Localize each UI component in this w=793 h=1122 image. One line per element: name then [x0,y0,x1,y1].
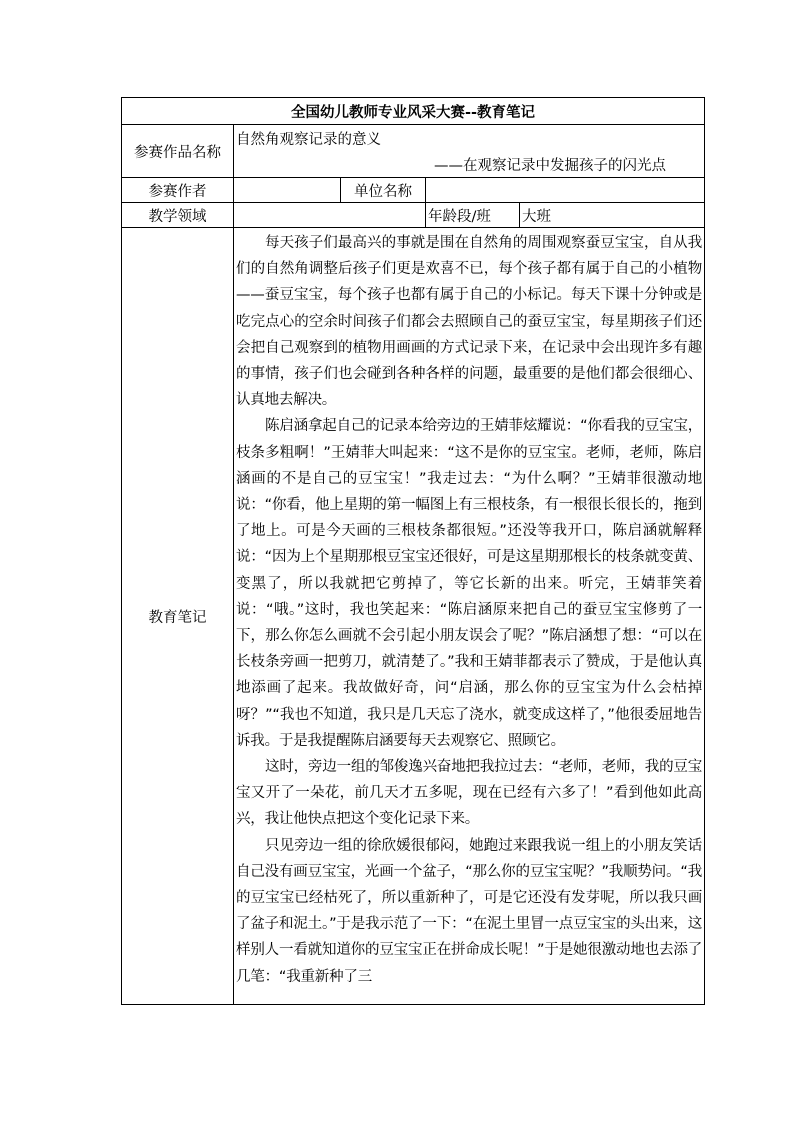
author-value [234,178,341,203]
grade-label: 年龄段/班 [426,203,520,228]
notes-paragraph: 陈启涵拿起自己的记录本给旁边的王婧菲炫耀说：“你看我的豆宝宝，枝条多粗啊！”王婧菲大叫起来：“这不是你的豆宝宝。老师，老师，陈启涵画的不是自己的豆宝宝！”我走过去：“为什么啊？”王婧菲很激动地说：“你看，他上星期的第一幅图上有三根枝条，有一根很长很长的，拖到了地上。可是今天画的三根枝条都很短。”还没等我开口，陈启涵就解释说：“因为上个星期那根豆宝宝还很好，可是这星期那根长的枝条就变黄、变黑了，所以我就把它剪掉了，等它长新的出来。听完，王婧菲笑着说：“哦。”这时，我也笑起来：“陈启涵原来把自己的蚕豆宝宝修剪了一下，那么你怎么画就不会引起小朋友误会了呢？”陈启涵想了想：“可以在长枝条旁画一把剪刀，就清楚了。”我和王婧菲都表示了赞成，于是他认真地添画了起来。我故做好奇，问“启涵，那么你的豆宝宝为什么会枯掉呀？”“我也不知道，我只是几天忘了浇水，就变成这样了，”他很委屈地告诉我。于是我提醒陈启涵要每天去观察它、照顾它。 [236,418,703,749]
notes-body [234,228,705,1005]
field-value [234,203,426,228]
notes-paragraph: 每天孩子们最高兴的事就是围在自然角的周围观察蚕豆宝宝，自从我们的自然角调整后孩子们更是欢喜不已，每个孩子都有属于自己的小植物——蚕豆宝宝，每个孩子也都有属于自己的小标记。每天下课十分钟或是吃完点心的空余时间孩子们都会去照顾自己的蚕豆宝宝，每星期孩子们还会把自己观察到的植物用画画的方式记录下来，在记录中会出现许多有趣的事情，孩子们也会碰到各种各样的问题，最重要的是他们都会很细心、认真地去解决。 [236,235,703,409]
work-title-subtitle: ——在观察记录中发掘孩子的闪光点 [434,158,667,174]
form-title: 全国幼儿教师专业风采大赛--教育笔记 [122,98,705,125]
author-label: 参赛作者 [122,178,234,203]
notes-label: 教育笔记 [122,228,234,1005]
teaching-notes-form [121,97,705,1005]
work-title-cell [234,125,705,178]
grade-value: 大班 [520,203,705,228]
notes-paragraph: 只见旁边一组的徐欣媛很郁闷，她跑过来跟我说一组上的小朋友笑话自己没有画豆宝宝，光画一个盆子，“那么你的豆宝宝呢？”我顺势问。“我的豆宝宝已经枯死了，所以重新种了，可是它还没有发芽呢，所以我只画了盆子和泥土。”于是我示范了一下：“在泥土里冒一点豆宝宝的头出来，这样别人一看就知道你的豆宝宝正在拼命成长呢！”于是她很激动地也去添了几笔：“我重新种了三 [236,837,703,985]
work-name-label: 参赛作品名称 [122,125,234,178]
unit-value [426,178,705,203]
unit-label: 单位名称 [341,178,426,203]
field-label: 教学领域 [122,203,234,228]
notes-paragraph: 这时，旁边一组的邹俊逸兴奋地把我拉过去：“老师，老师，我的豆宝宝又开了一朵花，前几天才五多呢，现在已经有六多了！”看到他如此高兴，我让他快点把这个变化记录下来。 [236,759,703,828]
work-title-main: 自然角观察记录的意义 [236,132,381,148]
